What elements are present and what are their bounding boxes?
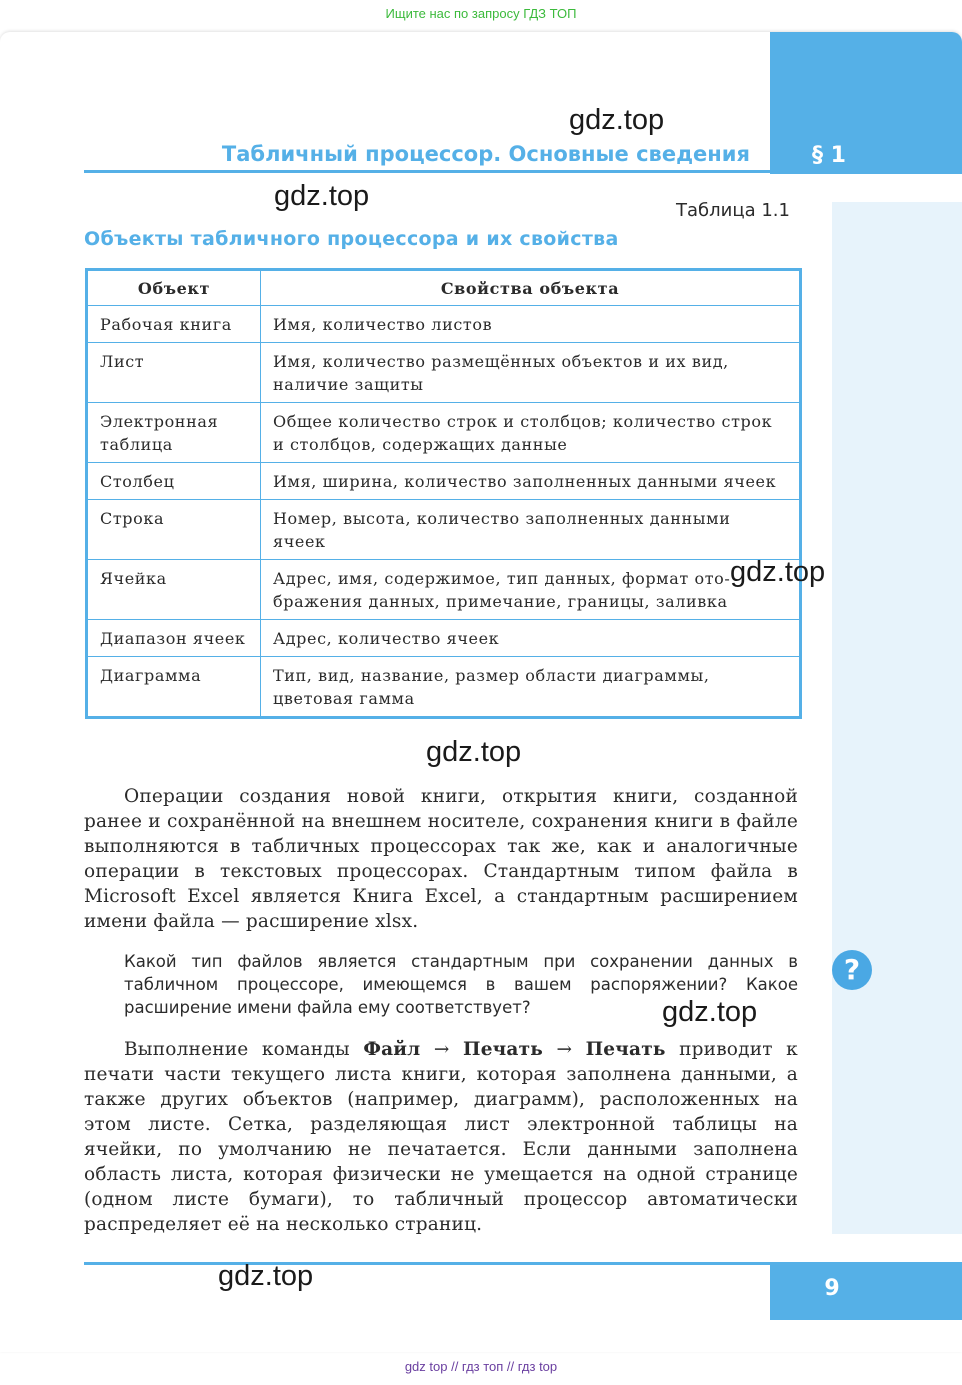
properties-table (85, 268, 802, 719)
properties-cell: Адрес, количество ячеек (261, 620, 801, 657)
table-row (87, 306, 801, 343)
section-number: § 1 (812, 143, 846, 168)
properties-cell: Общее количество строк и столбцов; количество строк и столбцов, содержащих данные (261, 403, 801, 463)
table-row (87, 500, 801, 560)
properties-cell: Номер, высота, количество заполненных данными ячеек (261, 500, 801, 560)
footer-rule (84, 1262, 770, 1265)
header-rule (84, 170, 770, 173)
watermark: gdz.top (426, 736, 522, 768)
watermark: gdz.top (662, 996, 758, 1028)
top-banner: Ищите нас по запросу ГДЗ ТОП (385, 6, 577, 21)
arrow-icon: → (433, 1039, 450, 1060)
properties-cell: Имя, ширина, количество заполненных данными ячеек (261, 463, 801, 500)
table-row (87, 620, 801, 657)
object-cell: Столбец (87, 463, 261, 500)
table-caption: Объекты табличного процессора и их свойства (84, 228, 619, 250)
side-margin-strip (832, 202, 962, 1234)
object-cell: Диапазон ячеек (87, 620, 261, 657)
chapter-title: Табличный процессор. Основные сведения (221, 142, 750, 166)
table-row (87, 403, 801, 463)
object-cell: Строка (87, 500, 261, 560)
table-header-row (87, 270, 801, 306)
section-tab (770, 32, 962, 174)
watermark: gdz.top (569, 104, 665, 136)
object-cell: Ячейка (87, 560, 261, 620)
page-number: 9 (824, 1276, 840, 1301)
column-header-object: Объект (87, 270, 261, 306)
properties-cell: Адрес, имя, содержимое, тип данных, формат ото-бражения данных, примечание, границы, заливка (261, 560, 801, 620)
watermark: gdz.top (274, 180, 370, 212)
object-cell: Лист (87, 343, 261, 403)
question-text: Какой тип файлов является стандартным при сохранении данных в табличном процессоре, имеющемся в вашем распоряжении? Какое расширение имени файла ему соответствует? (124, 952, 798, 1017)
properties-cell: Тип, вид, название, размер области диаграммы, цветовая гамма (261, 657, 801, 718)
bottom-banner: gdz top // гдз топ // гдз top (404, 1359, 558, 1374)
object-cell: Диаграмма (87, 657, 261, 718)
paragraph-2 (84, 1037, 798, 1237)
command-print-final: Печать (585, 1039, 666, 1060)
watermark: gdz.top (730, 556, 826, 588)
watermark: gdz.top (218, 1260, 314, 1292)
object-cell: Электронная таблица (87, 403, 261, 463)
command-print: Печать (463, 1039, 544, 1060)
properties-cell: Имя, количество листов (261, 306, 801, 343)
paragraph-2-rest: приводит к печати части текущего листа книги, которая заполнена данными, а также других объектов (например, диаграмм), расположенных на этом листе. Сетка, разделяющая лист электронной таблицы на ячейки, по умолчанию не печатается. Если данными заполнена область листа, которая физически не умещается на одной странице (одном листе бумаги), то табличный процессор автоматически распределяет её на несколько страниц. (84, 1039, 798, 1235)
paragraph-1: Операции создания новой книги, открытия книги, созданной ранее и сохранённой на внешнем носителе, сохранения книги в файле выполняются в табличных процессорах так же, как и аналогичные операции в текстовых процессорах. Стандартным типом файла в Microsoft Excel является Книга Excel, а стандартным расширением имени файла — расширение xlsx. (84, 786, 798, 932)
question-mark-icon: ? (832, 950, 872, 990)
table-row (87, 463, 801, 500)
paragraph-2-lead: Выполнение команды (124, 1039, 350, 1060)
table-number: Таблица 1.1 (676, 200, 790, 221)
table-row (87, 560, 801, 620)
arrow-icon: → (556, 1039, 573, 1060)
table-row (87, 343, 801, 403)
command-file: Файл (363, 1039, 421, 1060)
table-row (87, 657, 801, 718)
column-header-properties: Свойства объекта (261, 270, 801, 306)
properties-cell: Имя, количество размещённых объектов и их вид, наличие защиты (261, 343, 801, 403)
object-cell: Рабочая книга (87, 306, 261, 343)
